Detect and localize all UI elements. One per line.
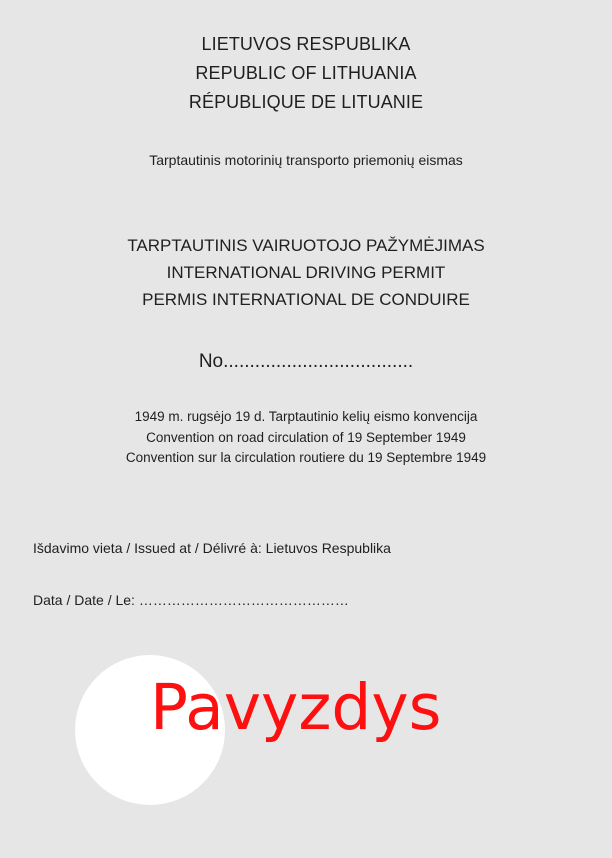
- issued-at-field: Išdavimo vieta / Issued at / Délivré à: Lietuvos Respublika: [33, 540, 391, 556]
- permit-title-fr: PERMIS INTERNATIONAL DE CONDUIRE: [142, 290, 470, 309]
- country-name-en: REPUBLIC OF LITHUANIA: [195, 63, 417, 83]
- convention-line-fr: Convention sur la circulation routiere du 19 Septembre 1949: [125, 450, 487, 465]
- convention-reference: [0, 407, 612, 469]
- issuing-country-header: [0, 30, 612, 117]
- convention-line-lt: 1949 m. rugsėjo 19 d. Tarptautinio kelių eismo konvencija: [134, 409, 478, 424]
- permit-title-lt: TARPTAUTINIS VAIRUOTOJO PAŽYMĖJIMAS: [127, 236, 485, 255]
- country-name-lt: LIETUVOS RESPUBLIKA: [201, 34, 411, 54]
- convention-line-en: Convention on road circulation of 19 September 1949: [146, 429, 466, 445]
- date-field: Data / Date / Le: ………………………………………: [33, 592, 349, 608]
- permit-title: [0, 232, 612, 313]
- permit-number-line: No....................................: [198, 351, 414, 372]
- permit-title-en: INTERNATIONAL DRIVING PERMIT: [166, 263, 446, 282]
- sample-watermark: Pavyzdys: [150, 671, 442, 744]
- traffic-subtitle: Tarptautinis motorinių transporto priemonių eismas: [149, 152, 463, 168]
- country-name-fr: RÉPUBLIQUE DE LITUANIE: [188, 92, 424, 112]
